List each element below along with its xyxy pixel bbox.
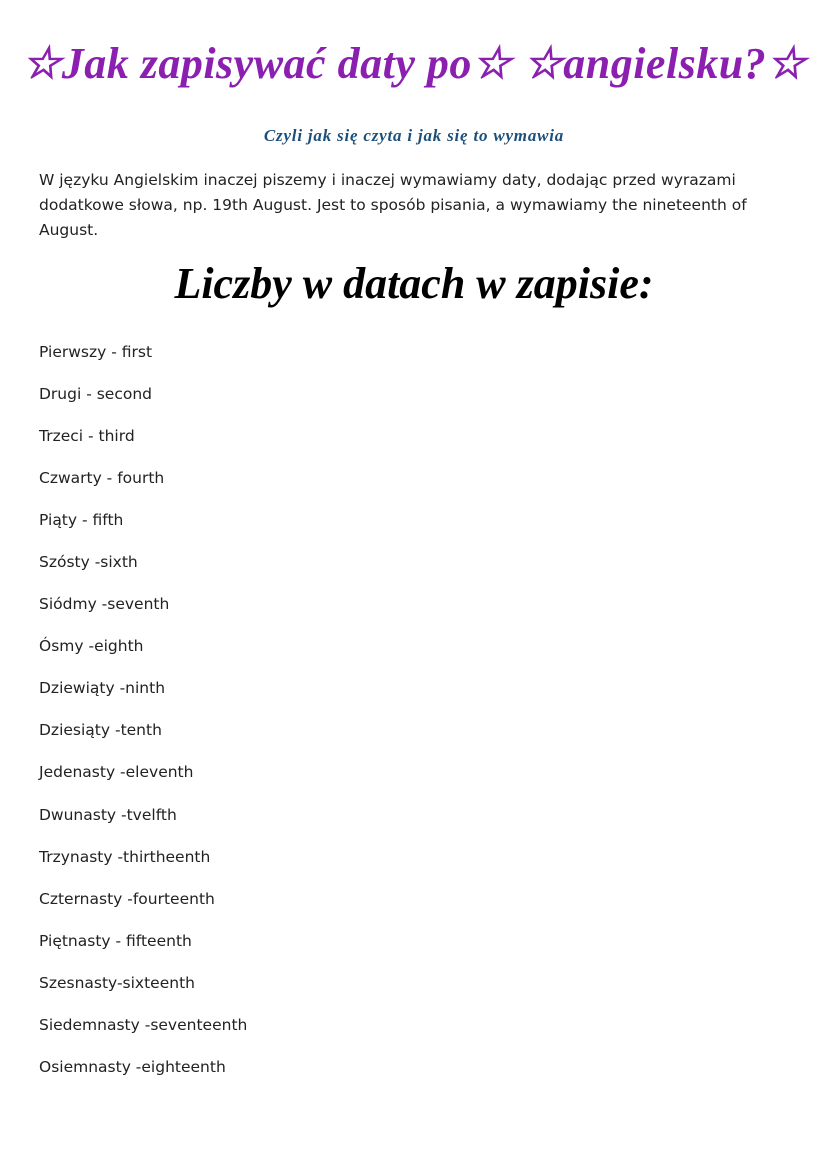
list-item: Dziewiąty -ninth	[39, 679, 166, 698]
page-title: ☆Jak zapisywać daty po☆ ☆angielsku?☆	[21, 39, 807, 88]
list-item: Piąty - fifth	[39, 511, 124, 530]
list-item: Trzynasty -thirtheenth	[39, 847, 211, 866]
list-item: Pierwszy - first	[39, 343, 153, 361]
list-item: Szesnasty-sixteenth	[39, 973, 195, 992]
list-item: Szósty -sixth	[39, 553, 138, 572]
list-item: Piętnasty - fifteenth	[39, 931, 192, 950]
section-heading: Liczby w datach w zapisie:	[174, 259, 654, 308]
ordinal-list	[39, 340, 247, 1097]
list-item: Dwunasty -tvelfth	[39, 805, 177, 824]
intro-paragraph: W języku Angielskim inaczej piszemy i inaczej wymawiamy daty, dodając przed wyrazami dodatkowe słowa, np. 19th August. Jest to sposób pisania, a wymawiamy the nineteenth of August.	[39, 171, 747, 239]
list-item: Siódmy -seventh	[39, 595, 170, 614]
list-item: Trzeci - third	[39, 427, 135, 446]
list-item: Czternasty -fourteenth	[39, 889, 215, 908]
list-item: Osiemnasty -eighteenth	[39, 1057, 226, 1076]
list-item: Ósmy -eighth	[39, 637, 144, 656]
list-item: Siedemnasty -seventeenth	[39, 1015, 248, 1034]
list-item: Dziesiąty -tenth	[39, 721, 162, 740]
list-item: Jedenasty -eleventh	[39, 763, 194, 782]
page-subtitle: Czyli jak się czyta i jak się to wymawia	[263, 126, 565, 145]
list-item: Czwarty - fourth	[39, 469, 165, 488]
list-item: Drugi - second	[39, 385, 153, 404]
